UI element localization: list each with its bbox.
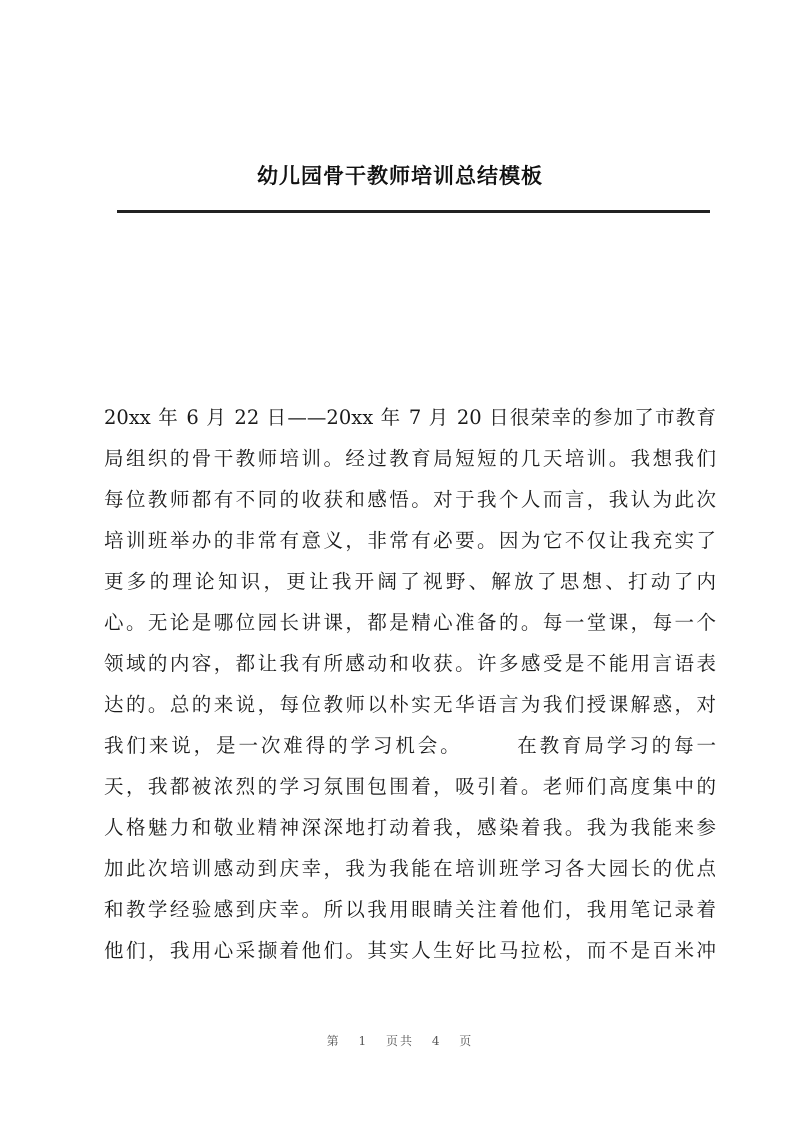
page-footer [0,1032,800,1049]
body-line: 天，我都被浓烈的学习氛围包围着，吸引着。老师们高度集中的 [104,775,716,798]
document-title: 幼儿园骨干教师培训总结模板 [257,164,543,188]
footer-page-number: 1 [358,1034,369,1048]
title-underline [117,210,710,213]
footer-prefix: 第 [326,1034,341,1048]
footer-suffix: 页 [459,1034,474,1048]
footer-total-pages: 4 [431,1034,442,1048]
body-line: 加此次培训感动到庆幸，我为我能在培训班学习各大园长的优点 [104,857,716,880]
body-line: 人格魅力和敬业精神深深地打动着我，感染着我。我为我能来参 [104,816,716,839]
body-line: 局组织的骨干教师培训。经过教育局短短的几天培训。我想我们 [104,447,716,470]
body-line: 他们，我用心采撷着他们。其实人生好比马拉松，而不是百米冲 [104,939,716,962]
body-line: 领域的内容，都让我有所感动和收获。许多感受是不能用言语表 [104,652,716,675]
body-line: 更多的理论知识，更让我开阔了视野、解放了思想、打动了内 [104,570,716,593]
body-line: 培训班举办的非常有意义，非常有必要。因为它不仅让我充实了 [104,529,716,552]
body-line: 我们来说，是一次难得的学习机会。 在教育局学习的每一 [104,734,716,757]
footer-middle: 页共 [385,1034,414,1048]
body-line: 和教学经验感到庆幸。所以我用眼睛关注着他们，我用笔记录着 [104,898,716,921]
body-line: 每位教师都有不同的收获和感悟。对于我个人而言，我认为此次 [104,488,716,511]
body-line: 心。无论是哪位园长讲课，都是精心准备的。每一堂课，每一个 [104,611,716,634]
body-line: 20xx 年 6 月 22 日——20xx 年 7 月 20 日很荣幸的参加了市教育 [104,406,716,429]
document-body [104,397,716,971]
body-line: 达的。总的来说，每位教师以朴实无华语言为我们授课解惑，对 [104,693,716,716]
